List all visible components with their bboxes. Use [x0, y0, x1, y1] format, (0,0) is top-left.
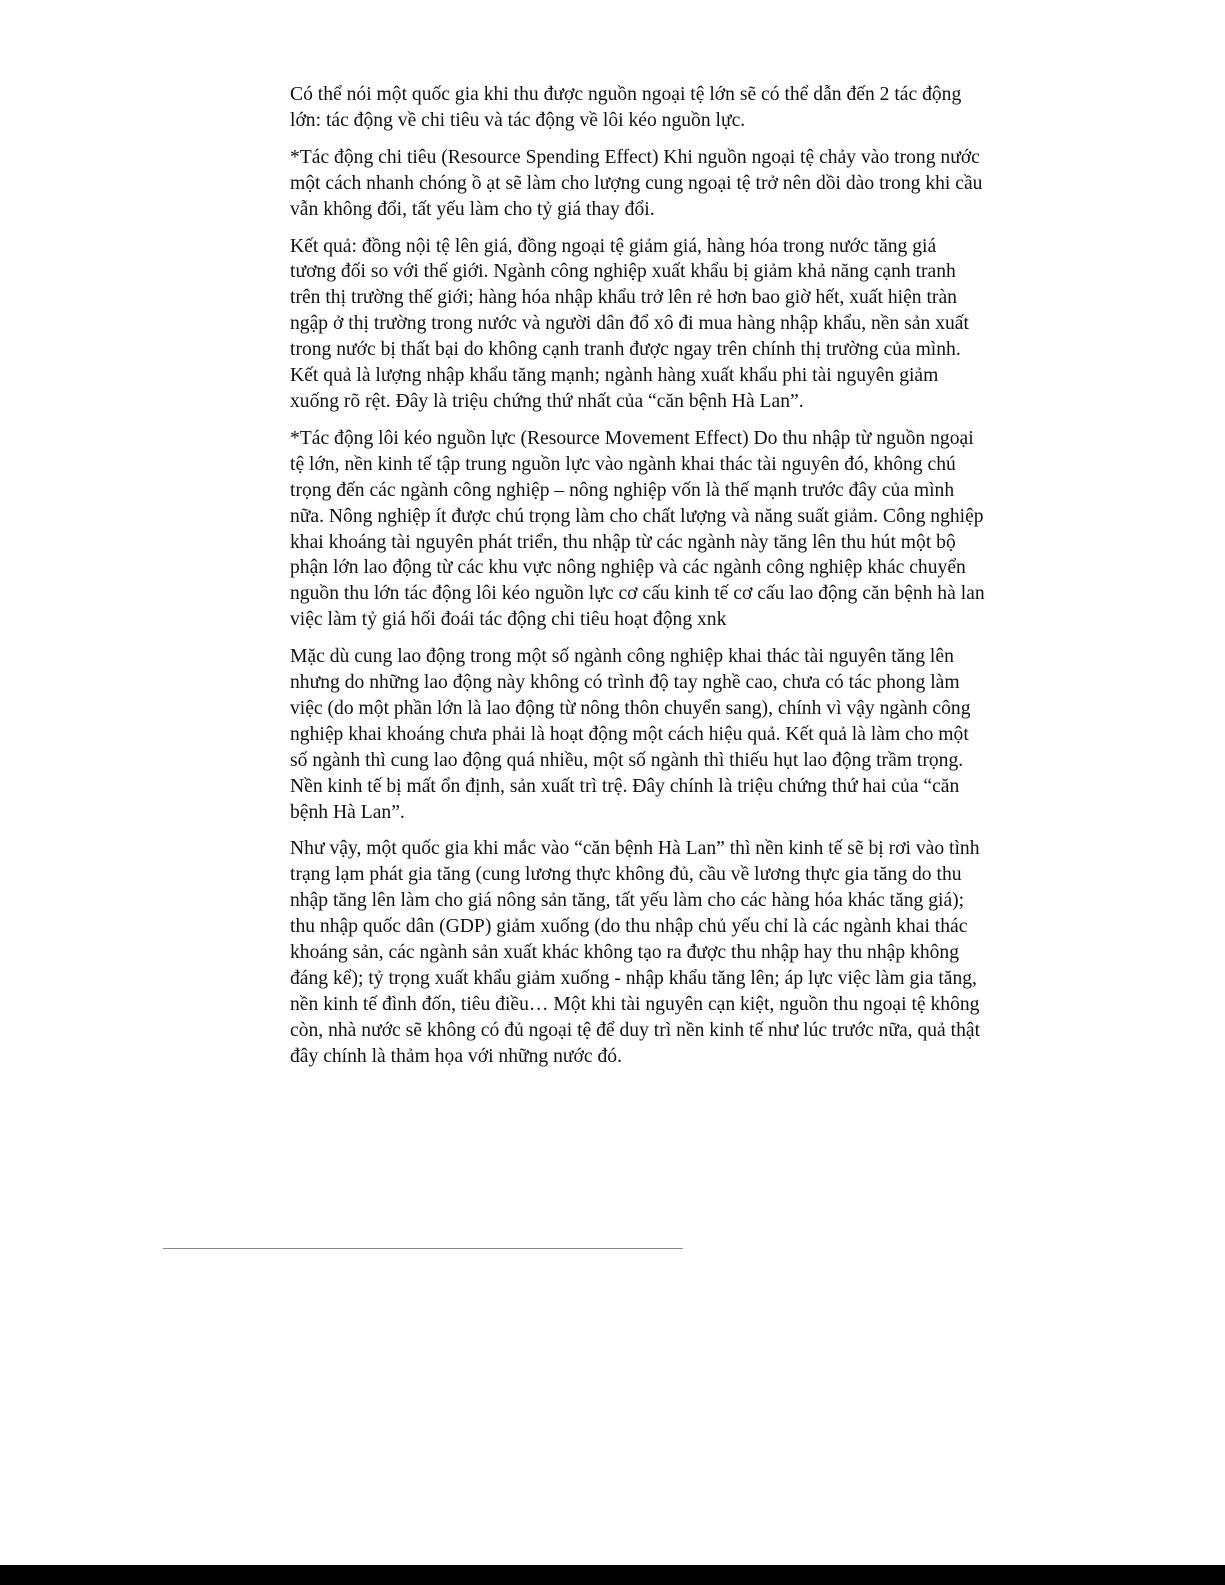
paragraph-intro: Có thể nói một quốc gia khi thu được nguồn ngoại tệ lớn sẽ có thể dẫn đến 2 tác động lớn: tác động về chi tiêu và tác động về lôi kéo nguồn lực.	[290, 84, 962, 131]
paragraph-labor: Mặc dù cung lao động trong một số ngành công nghiệp khai thác tài nguyên tăng lên nhưng do những lao động này không có trình độ tay nghề cao, chưa có tác phong làm việc (do một phần lớn là lao động từ nông thôn chuyển sang), chính vì vậy ngành công nghiệp khai khoáng chưa phải là hoạt động một cách hiệu quả. Kết quả là làm cho một số ngành thì cung lao động quá nhiều, một số ngành thì thiếu hụt lao động trầm trọng. Nền kinh tế bị mất ổn định, sản xuất trì trệ. Đây chính là triệu chứng thứ hai của “căn bệnh Hà Lan”.	[290, 646, 971, 823]
paragraph-spending-effect: *Tác động chi tiêu (Resource Spending Effect) Khi nguồn ngoại tệ chảy vào trong nước một cách nhanh chóng ồ ạt sẽ làm cho lượng cung ngoại tệ trở nên dồi dào trong khi cầu vẫn không đổi, tất yếu làm cho tỷ giá thay đổi.	[290, 146, 983, 220]
body-text	[290, 82, 987, 1081]
paragraph-result: Kết quả: đồng nội tệ lên giá, đồng ngoại tệ giảm giá, hàng hóa trong nước tăng giá tương đối so với thế giới. Ngành công nghiệp xuất khẩu bị giảm khả năng cạnh tranh trên thị trường thế giới; hàng hóa nhập khẩu trở lên rẻ hơn bao giờ hết, xuất hiện tràn ngập ở thị trường trong nước và người dân đổ xô đi mua hàng nhập khẩu, nền sản xuất trong nước bị thất bại do không cạnh tranh được ngay trên chính thị trường của mình. Kết quả là lượng nhập khẩu tăng mạnh; ngành hàng xuất khẩu phi tài nguyên giảm xuống rõ rệt. Đây là triệu chứng thứ nhất của “căn bệnh Hà Lan”.	[290, 235, 969, 412]
footnote-divider	[163, 1248, 683, 1249]
paragraph-conclusion: Như vậy, một quốc gia khi mắc vào “căn bệnh Hà Lan” thì nền kinh tế sẽ bị rơi vào tình trạng lạm phát gia tăng (cung lương thực không đủ, cầu về lương thực gia tăng do thu nhập tăng lên làm cho giá nông sản tăng, tất yếu làm cho các hàng hóa khác tăng giá); thu nhập quốc dân (GDP) giảm xuống (do thu nhập chủ yếu chỉ là các ngành khai thác khoáng sản, các ngành sản xuất khác không tạo ra được thu nhập hay thu nhập không đáng kể); tỷ trọng xuất khẩu giảm xuống - nhập khẩu tăng lên; áp lực việc làm gia tăng, nền kinh tế đình đốn, tiêu điều… Một khi tài nguyên cạn kiệt, nguồn thu ngoại tệ không còn, nhà nước sẽ không có đủ ngoại tệ để duy trì nền kinh tế như lúc trước nữa, quả thật đây chính là thảm họa với những nước đó.	[290, 838, 981, 1067]
paragraph-movement-effect: *Tác động lôi kéo nguồn lực (Resource Movement Effect) Do thu nhập từ nguồn ngoại tệ lớn, nền kinh tế tập trung nguồn lực vào ngành khai thác tài nguyên đó, không chú trọng đến các ngành công nghiệp – nông nghiệp vốn là thế mạnh trước đây của mình nữa. Nông nghiệp ít được chú trọng làm cho chất lượng và năng suất giảm. Công nghiệp khai khoáng tài nguyên phát triển, thu nhập từ các ngành này tăng lên thu hút một bộ phận lớn lao động từ các khu vực nông nghiệp và các ngành công nghiệp khác chuyển nguồn thu lớn tác động lôi kéo nguồn lực cơ cấu kinh tế cơ cấu lao động căn bệnh hà lan việc làm tỷ giá hối đoái tác động chi tiêu hoạt động xnk	[290, 427, 985, 631]
page-bottom-bar	[0, 1565, 1225, 1585]
